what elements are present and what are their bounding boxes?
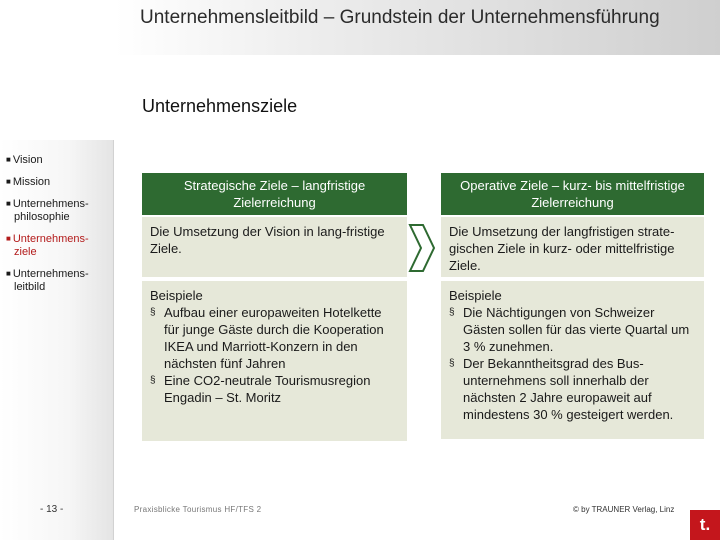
sidebar-item-label-cont: philosophie bbox=[14, 211, 70, 223]
section-subtitle: Unternehmensziele bbox=[142, 96, 298, 116]
examples-list bbox=[150, 304, 399, 406]
operative-goals-definition: Die Umsetzung der langfristigen strate-gischen Ziele in kurz- oder mittelfristige Ziele. bbox=[441, 217, 704, 277]
square-bullet-icon: ■ bbox=[6, 177, 11, 186]
square-bullet-icon: ■ bbox=[6, 199, 11, 208]
sidebar-nav bbox=[6, 153, 112, 302]
examples-title: Beispiele bbox=[449, 288, 502, 303]
examples-list bbox=[449, 304, 696, 423]
examples-title: Beispiele bbox=[150, 288, 203, 303]
page-title: Unternehmensleitbild – Grundstein der Unternehmensführung bbox=[140, 7, 660, 28]
sidebar-item-mission[interactable] bbox=[6, 175, 112, 189]
sidebar-item-label: Unternehmens- bbox=[12, 268, 89, 280]
footer-copyright: © by TRAUNER Verlag, Linz bbox=[573, 505, 675, 514]
trauner-logo: t. bbox=[690, 510, 720, 540]
sidebar-item-label: Mission bbox=[12, 176, 51, 188]
strategic-goals-heading: Strategische Ziele – langfristige Zielerreichung bbox=[142, 173, 407, 215]
sidebar-item-leitbild[interactable] bbox=[6, 267, 112, 294]
list-item: § Aufbau einer europaweiten Hotelkette für junge Gäste durch die Kooperation IKEA und Marriott-Konzern in den nächsten fünf Jahren bbox=[150, 304, 399, 372]
arrow-right-icon bbox=[407, 222, 437, 274]
list-item: § Eine CO2-neutrale Tourismusregion Engadin – St. Moritz bbox=[150, 372, 399, 406]
strategic-goals-definition: Die Umsetzung der Vision in lang-fristige Ziele. bbox=[142, 217, 407, 277]
sidebar-item-label: Unternehmens- bbox=[12, 233, 89, 245]
operative-goals-examples bbox=[441, 281, 704, 439]
sidebar-item-label-cont: leitbild bbox=[14, 281, 46, 293]
sidebar-item-label: Vision bbox=[12, 154, 43, 166]
square-bullet-icon: ■ bbox=[6, 269, 11, 278]
list-item: § Der Bekanntheitsgrad des Bus-unternehmens soll innerhalb der nächsten 2 Jahre europaweit auf mindestens 30 % gesteigert werden. bbox=[449, 355, 696, 423]
operative-goals-heading: Operative Ziele – kurz- bis mittelfristige Zielerreichung bbox=[441, 173, 704, 215]
sidebar-item-label: Unternehmens- bbox=[12, 198, 89, 210]
square-bullet-icon: ■ bbox=[6, 155, 11, 164]
sidebar-divider bbox=[113, 140, 114, 540]
sidebar-item-label-cont: ziele bbox=[14, 246, 37, 258]
sidebar-item-vision[interactable] bbox=[6, 153, 112, 167]
strategic-goals-examples bbox=[142, 281, 407, 441]
sidebar-item-philosophie[interactable] bbox=[6, 197, 112, 224]
sidebar-item-ziele[interactable] bbox=[6, 232, 112, 259]
list-item: § Die Nächtigungen von Schweizer Gästen sollen für das vierte Quartal um 3 % zunehmen. bbox=[449, 304, 696, 355]
footer-source: Praxisblicke Tourismus HF/TFS 2 bbox=[134, 505, 262, 514]
square-bullet-icon: ■ bbox=[6, 234, 11, 243]
page-number: - 13 - bbox=[40, 504, 64, 515]
